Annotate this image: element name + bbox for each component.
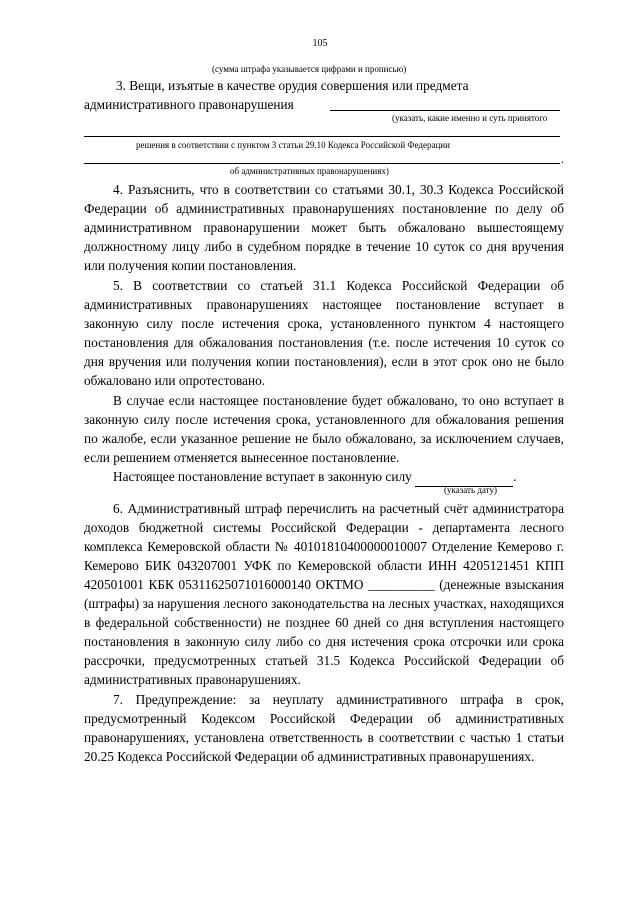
item4-paragraph: 4. Разъяснить, что в соответствии со статьями 30.1, 30.3 Кодекса Российской Федерации об административных правонарушениях постановление по делу об административном правонарушении может быть обжаловано вышестоящему должностному лицу либо в судебном порядке в течение 10 суток со дня вручения или получения копии постановления. [84, 182, 564, 273]
effective-date-note: (указать дату) [444, 485, 497, 495]
body-text [84, 180, 564, 766]
item3-line2-label: административного правонарушения [84, 97, 294, 112]
appeal-case-paragraph: В случае если настоящее постановление будет обжаловано, то оно вступает в законную силу после истечения срока, установленного для обжалования решения по жалобе, если указанное решение не было обжаловано, за исключением случаев, если решением отменяется вынесенное постановление. [84, 393, 564, 465]
item3-note-2: решения в соответствии с пунктом 3 статьи 29.10 Кодекса Российской Федерации [136, 140, 450, 150]
item7-paragraph: 7. Предупреждение: за неуплату административного штрафа в срок, предусмотренный Кодексом Российской Федерации об административных правонарушениях, установлена ответственность в соответствии с частью 1 статьи 20.25 Кодекса Российской Федерации об административных правонарушениях. [84, 692, 564, 764]
fine-amount-note: (сумма штрафа указывается цифрами и прописью) [212, 64, 407, 74]
item3-fill-line-2 [84, 136, 560, 137]
item3-fill-line-3 [84, 163, 560, 164]
effective-text: Настоящее постановление вступает в законную силу [113, 469, 412, 484]
effective-end-dot: . [513, 469, 517, 484]
item6-paragraph: 6. Административный штраф перечислить на расчетный счёт администратора доходов бюджетной системы Российской Федерации - департамента лесного комплекса Кемеровской области № 40101810400000010007 Отделение Кемерово г. Кемерово БИК 043207001 УФК по Кемеровской области ИНН 4205121451 КПП 420501001 КБК 05311625071016000140 ОКТМО __________ (денежные взыскания (штрафы) за нарушения лесного законодательства на лесных участках, находящихся в федеральной собственности) не позднее 60 дней со дня вступления настоящего постановления в законную силу либо со дня истечения срока отсрочки или срока рассрочки, предусмотренных статьей 31.5 Кодекса Российской Федерации об административных правонарушениях. [84, 501, 564, 687]
item3-note-1: (указать, какие именно и суть принятого [392, 113, 548, 123]
page-number: 105 [312, 38, 328, 49]
item3-note-3: об административных правонарушениях) [230, 166, 389, 176]
effective-date-blank [415, 467, 513, 487]
item3-end-dot: . [561, 152, 564, 166]
item5-paragraph: 5. В соответствии со статьей 31.1 Кодекса Российской Федерации об административных правонарушениях настоящее постановление вступает в законную силу после истечения срока, установленного пунктом 4 настоящего постановления для обжалования постановления (т.е. после истечения 10 суток со дня вручения или получения копии постановления), если в этот срок оно не было обжаловано или опротестовано. [84, 278, 564, 388]
effective-paragraph [84, 467, 564, 487]
item3-fill-line-1 [330, 110, 560, 111]
item3-line1: 3. Вещи, изъятые в качестве орудия совершения или предмета [116, 78, 469, 93]
